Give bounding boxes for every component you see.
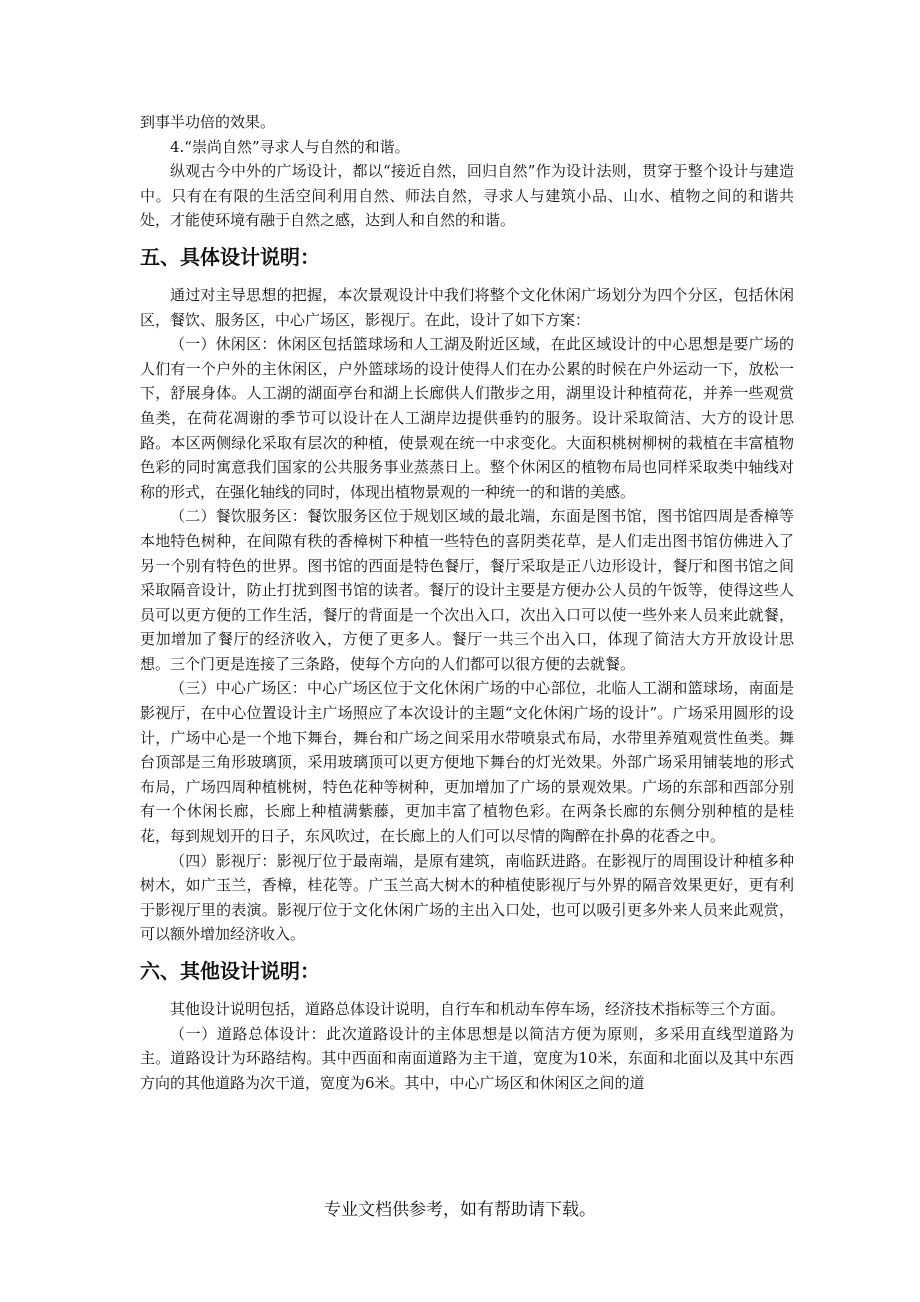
paragraph-intro: 通过对主导思想的把握，本次景观设计中我们将整个文化休闲广场划分为四个分区，包括休闲区，餐饮、服务区，中心广场区，影视厅。在此，设计了如下方案：	[140, 285, 794, 329]
paragraph-cinema: （四）影视厅：影视厅位于最南端，是原有建筑，南临跃进路。在影视厅的周围设计种植多种树木，如广玉兰，香樟，桂花等。广玉兰高大树木的种植使影视厅与外界的隔音效果更好，更有利于影视厅里的表演。影视厅位于文化休闲广场的主出入口处，也可以吸引更多外来人员来此观赏，可以额外增加经济收入。	[140, 851, 794, 944]
paragraph-road-design: （一）道路总体设计：此次道路设计的主体思想是以简洁方便为原则，多采用直线型道路为主。道路设计为环路结构。其中西面和南面道路为主干道，宽度为10米，东面和北面以及其中东西方向的其他道路为次干道，宽度为6米。其中，中心广场区和休闲区之间的道	[140, 1024, 794, 1092]
section-heading-6: 六、其他设计说明：	[140, 959, 320, 983]
paragraph-leisure-zone: （一）休闲区：休闲区包括篮球场和人工湖及附近区域，在此区域设计的中心思想是要广场的人们有一个户外的主休闲区，户外篮球场的设计使得人们在办公累的时候在户外运动一下，放松一下，舒展身体。人工湖的湖面亭台和湖上长廊供人们散步之用，湖里设计种植荷花，并养一些观赏鱼类，在荷花凋谢的季节可以设计在人工湖岸边提供垂钓的服务。设计采取简洁、大方的设计思路。本区两侧绿化采取有层次的种植，使景观在统一中求变化。大面积桃树柳树的栽植在丰富植物色彩的同时寓意我们国家的公共服务事业蒸蒸日上。整个休闲区的植物布局也同样采取类中轴线对称的形式，在强化轴线的同时，体现出植物景观的一种统一的和谐的美感。	[140, 335, 794, 501]
paragraph-item-4: 4.“崇尚自然”寻求人与自然的和谐。	[170, 137, 410, 156]
paragraph-dining-zone: （二）餐饮服务区：餐饮服务区位于规划区域的最北端，东面是图书馆，图书馆四周是香樟等本地特色树种，在间隙有秩的香樟树下种植一些特色的喜阴类花草，是人们走出图书馆仿佛进入了另一个别有特色的世界。图书馆的西面是特色餐厅，餐厅采取是正八边形设计，餐厅和图书馆之间采取隔音设计，防止打扰到图书馆的读者。餐厅的设计主要是方便办公人员的午饭等，使得这些人员可以更方便的工作生活，餐厅的背面是一个次出入口，次出入口可以使一些外来人员来此就餐，更加增加了餐厅的经济收入，方便了更多人。餐厅一共三个出入口，体现了简洁大方开放设计思想。三个门更是连接了三条路，使每个方向的人们都可以很方便的去就餐。	[140, 507, 794, 673]
document-body	[140, 110, 794, 1095]
page-footer: 专业文档供参考，如有帮助请下载。	[324, 1200, 596, 1220]
paragraph-other: 其他设计说明包括，道路总体设计说明，自行车和机动车停车场，经济技术指标等三个方面。	[170, 1000, 786, 1018]
paragraph-continuation: 到事半功倍的效果。	[140, 113, 276, 131]
paragraph-nature: 纵观古今中外的广场设计，都以“接近自然，回归自然”作为设计法则，贯穿于整个设计与建造中。只有在有限的生活空间利用自然、师法自然，寻求人与建筑小品、山水、植物之间的和谐共处，才能使环境有融于自然之感，达到人和自然的和谐。	[140, 162, 794, 230]
paragraph-central-plaza: （三）中心广场区：中心广场区位于文化休闲广场的中心部位，北临人工湖和篮球场，南面是影视厅，在中心位置设计主广场照应了本次设计的主题“文化休闲广场的设计”。广场采用圆形的设计，广场中心是一个地下舞台，舞台和广场之间采用水带喷泉式布局，水带里养殖观赏性鱼类。舞台顶部是三角形玻璃顶，采用玻璃顶可以更方便地下舞台的灯光效果。外部广场采用铺装地的形式布局，广场四周种植桃树，特色花种等树种，更加增加了广场的景观效果。广场的东部和西部分别有一个休闲长廊，长廊上种植满紫藤，更加丰富了植物色彩。在两条长廊的东侧分别种植的是桂花，每到规划开的日子，东风吹过，在长廊上的人们可以尽情的陶醉在扑鼻的花香之中。	[140, 679, 794, 846]
section-heading-5: 五、具体设计说明：	[140, 244, 320, 269]
